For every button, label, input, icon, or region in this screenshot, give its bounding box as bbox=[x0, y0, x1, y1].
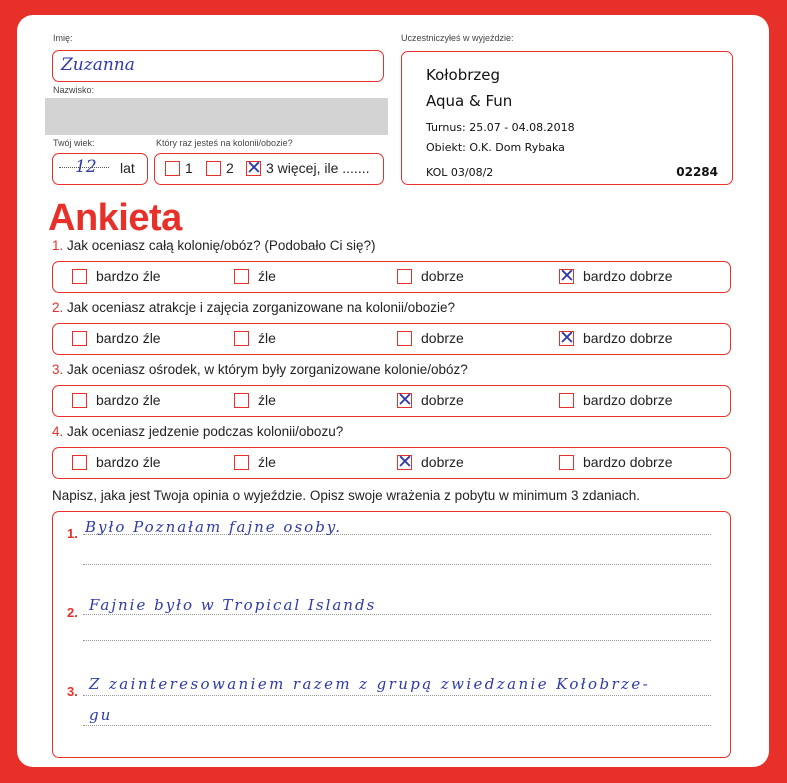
trip-code: KOL 03/08/2 bbox=[426, 166, 494, 179]
nazwisko-redacted bbox=[45, 98, 388, 135]
question-4 bbox=[52, 424, 343, 439]
q2-checkbox-zle[interactable] bbox=[234, 331, 249, 346]
q1-label-dobrze: dobrze bbox=[421, 268, 464, 284]
q3-checkbox-bardzo-dobrze[interactable] bbox=[559, 393, 574, 408]
question-2 bbox=[52, 300, 455, 315]
q1-label-zle: źle bbox=[258, 268, 276, 284]
question-4-num: 4. bbox=[52, 424, 64, 439]
trip-program: Aqua & Fun bbox=[426, 92, 513, 110]
q4-checkbox-bardzo-zle[interactable] bbox=[72, 455, 87, 470]
answer-3-cont: gu bbox=[89, 706, 113, 724]
q4-label-bardzo-dobrze: bardzo dobrze bbox=[583, 454, 673, 470]
opt-1-label: 1 bbox=[185, 160, 193, 176]
lat-label: lat bbox=[120, 160, 135, 176]
q1-label-bardzo-dobrze: bardzo dobrze bbox=[583, 268, 673, 284]
answer-3-num: 3. bbox=[67, 684, 78, 699]
opinion-textarea[interactable] bbox=[52, 511, 731, 758]
trip-obiekt: Obiekt: O.K. Dom Rybaka bbox=[426, 141, 565, 154]
q4-label-zle: źle bbox=[258, 454, 276, 470]
opt-3-label: 3 więcej, ile ....... bbox=[266, 160, 370, 176]
writing-line bbox=[83, 614, 711, 615]
q3-checkbox-zle[interactable] bbox=[234, 393, 249, 408]
wiek-field[interactable] bbox=[52, 153, 148, 185]
q1-checkbox-bardzo-zle[interactable] bbox=[72, 269, 87, 284]
question-2-num: 2. bbox=[52, 300, 64, 315]
answer-1-num: 1. bbox=[67, 526, 78, 541]
writing-line bbox=[83, 725, 711, 726]
q1-checkbox-bardzo-dobrze[interactable] bbox=[559, 269, 574, 284]
q2-label-dobrze: dobrze bbox=[421, 330, 464, 346]
q2-checkbox-bardzo-zle[interactable] bbox=[72, 331, 87, 346]
q3-label-bardzo-dobrze: bardzo dobrze bbox=[583, 392, 673, 408]
imie-field[interactable] bbox=[52, 50, 384, 82]
question-2-options bbox=[52, 323, 731, 355]
page-title: Ankieta bbox=[48, 197, 182, 239]
q4-checkbox-dobrze[interactable] bbox=[397, 455, 412, 470]
question-3-options bbox=[52, 385, 731, 417]
writing-line bbox=[83, 695, 711, 696]
wiek-value: 12 bbox=[75, 157, 97, 177]
label-ktory-raz: Który raz jesteś na kolonii/obozie? bbox=[156, 138, 293, 148]
label-uczestniczyles: Uczestniczyłeś w wyjeździe: bbox=[401, 33, 514, 43]
q3-checkbox-dobrze[interactable] bbox=[397, 393, 412, 408]
trip-turnus: Turnus: 25.07 - 04.08.2018 bbox=[426, 121, 575, 134]
label-imie: Imię: bbox=[53, 33, 73, 43]
ktory-raz-field bbox=[154, 153, 384, 185]
answer-3-text: Z zainteresowaniem razem z grupą zwiedzanie Kołobrze- bbox=[89, 675, 651, 693]
question-3-text: Jak oceniasz ośrodek, w którym były zorganizowane kolonie/obóz? bbox=[67, 362, 468, 377]
checkbox-raz-3[interactable] bbox=[246, 161, 261, 176]
imie-value: Zuzanna bbox=[61, 55, 135, 75]
question-4-options bbox=[52, 447, 731, 479]
opt-2-label: 2 bbox=[226, 160, 234, 176]
question-2-text: Jak oceniasz atrakcje i zajęcia zorganizowane na kolonii/obozie? bbox=[67, 300, 456, 315]
q4-label-bardzo-zle: bardzo źle bbox=[96, 454, 161, 470]
q3-label-dobrze: dobrze bbox=[421, 392, 464, 408]
question-3-num: 3. bbox=[52, 362, 64, 377]
question-1-options bbox=[52, 261, 731, 293]
q2-label-bardzo-zle: bardzo źle bbox=[96, 330, 161, 346]
q4-checkbox-bardzo-dobrze[interactable] bbox=[559, 455, 574, 470]
question-3 bbox=[52, 362, 468, 377]
answer-2-num: 2. bbox=[67, 605, 78, 620]
checkbox-raz-1[interactable] bbox=[165, 161, 180, 176]
q2-checkbox-dobrze[interactable] bbox=[397, 331, 412, 346]
question-4-text: Jak oceniasz jedzenie podczas kolonii/obozu? bbox=[67, 424, 344, 439]
q3-label-zle: źle bbox=[258, 392, 276, 408]
answer-2-text: Fajnie było w Tropical Islands bbox=[89, 596, 377, 614]
q4-checkbox-zle[interactable] bbox=[234, 455, 249, 470]
question-1-text: Jak oceniasz całą kolonię/obóz? (Podobało Ci się?) bbox=[67, 238, 376, 253]
survey-sheet bbox=[17, 15, 769, 767]
label-nazwisko: Nazwisko: bbox=[53, 85, 95, 95]
writing-line bbox=[83, 564, 711, 565]
q1-checkbox-zle[interactable] bbox=[234, 269, 249, 284]
trip-city: Kołobrzeg bbox=[426, 66, 501, 84]
q4-label-dobrze: dobrze bbox=[421, 454, 464, 470]
answer-1-text: Było Poznałam fajne osoby. bbox=[85, 518, 343, 536]
q1-checkbox-dobrze[interactable] bbox=[397, 269, 412, 284]
opinion-prompt: Napisz, jaka jest Twoja opinia o wyjeździe. Opisz swoje wrażenia z pobytu w minimum 3 zdaniach. bbox=[52, 488, 641, 503]
trip-number: 02284 bbox=[676, 165, 718, 179]
q2-label-bardzo-dobrze: bardzo dobrze bbox=[583, 330, 673, 346]
q2-label-zle: źle bbox=[258, 330, 276, 346]
writing-line bbox=[83, 640, 711, 641]
q1-label-bardzo-zle: bardzo źle bbox=[96, 268, 161, 284]
q2-checkbox-bardzo-dobrze[interactable] bbox=[559, 331, 574, 346]
checkbox-raz-2[interactable] bbox=[206, 161, 221, 176]
label-wiek: Twój wiek: bbox=[53, 138, 95, 148]
question-1 bbox=[52, 238, 375, 253]
q3-checkbox-bardzo-zle[interactable] bbox=[72, 393, 87, 408]
q3-label-bardzo-zle: bardzo źle bbox=[96, 392, 161, 408]
question-1-num: 1. bbox=[52, 238, 64, 253]
trip-info-box bbox=[401, 51, 733, 185]
